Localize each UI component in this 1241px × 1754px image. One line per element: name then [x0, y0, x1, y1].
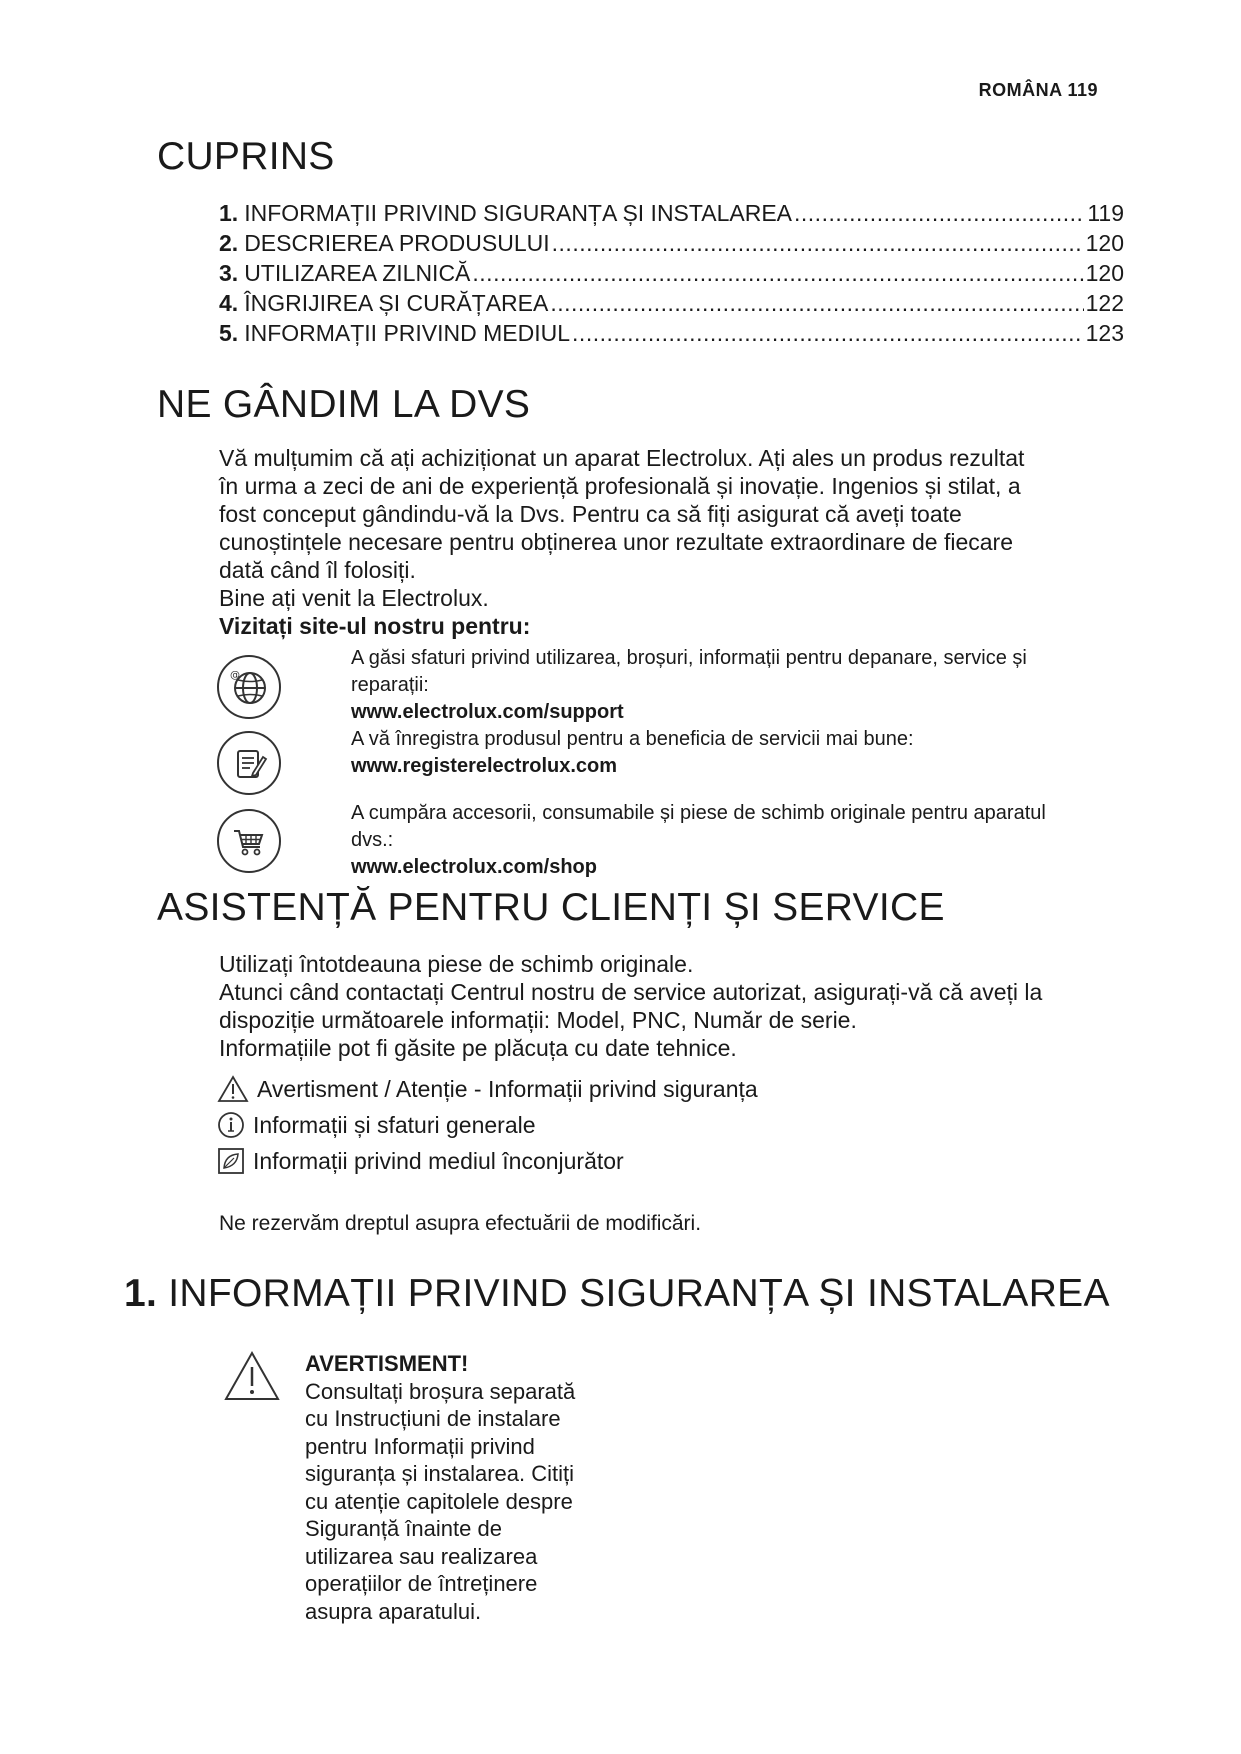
warning-line: pentru Informații privind — [305, 1433, 535, 1459]
toc-entry-page: 119 — [1087, 200, 1124, 226]
toc-entry-number: 2. — [219, 230, 239, 256]
toc-entry-label: UTILIZAREA ZILNICĂ — [244, 260, 471, 286]
toc-entry-page: 120 — [1085, 260, 1124, 286]
legend-text: Informații și sfaturi generale — [253, 1111, 536, 1138]
warning-heading: AVERTISMENT! — [305, 1351, 469, 1376]
toc-entry[interactable] — [219, 230, 1124, 260]
cart-icon — [217, 809, 281, 873]
service-line: Utilizați întotdeauna piese de schimb originale. — [219, 951, 694, 977]
visit-item-text: reparații: — [351, 674, 429, 696]
toc-entry[interactable] — [219, 320, 1124, 350]
intro-line: Bine ați venit la Electrolux. — [219, 585, 489, 611]
warning-line: cu Instrucțiuni de instalare — [305, 1406, 561, 1431]
toc-entry[interactable] — [219, 290, 1124, 320]
section-1-title — [124, 1272, 1110, 1316]
toc-entry-number: 5. — [219, 320, 239, 346]
toc-entry[interactable] — [219, 200, 1124, 230]
intro-line: dată când îl folosiți. — [219, 557, 416, 583]
toc-leader-dots — [572, 320, 1084, 347]
page-header: ROMÂNA 119 — [978, 80, 1098, 100]
intro-paragraph — [219, 444, 1139, 640]
toc-entry-number: 1. — [219, 200, 239, 226]
service-line: Informațiile pot fi găsite pe plăcuța cu date tehnice. — [219, 1035, 737, 1061]
warning-line: Siguranță înainte de — [305, 1516, 502, 1541]
warning-icon — [223, 1350, 281, 1407]
warning-box — [305, 1350, 635, 1625]
visit-item-text: dvs.: — [351, 829, 394, 851]
register-icon — [217, 731, 281, 795]
warning-line: operațiilor de întreținere — [305, 1571, 538, 1596]
legend-warning — [217, 1071, 758, 1107]
section-title-service: ASISTENȚĂ PENTRU CLIENȚI ȘI SERVICE — [157, 886, 945, 929]
service-line: Atunci când contactați Centrul nostru de service autorizat, asigurați-vă că aveți la — [219, 979, 1043, 1005]
toc-entry-page: 120 — [1085, 230, 1124, 256]
section-title-text: INFORMAȚII PRIVIND SIGURANȚA ȘI INSTALAREA — [168, 1272, 1110, 1315]
warning-icon — [217, 1075, 249, 1103]
toc-entry-number: 4. — [219, 290, 239, 316]
symbol-legend — [217, 1071, 758, 1179]
toc-entry-number: 3. — [219, 260, 239, 286]
toc-leader-dots — [550, 290, 1083, 317]
intro-line: Vă mulțumim că ați achiziționat un aparat Electrolux. Ați ales un produs rezultat — [219, 445, 1025, 471]
warning-line: asupra aparatului. — [305, 1598, 482, 1624]
intro-line: în urma a zeci de ani de experiență profesională și inovație. Ingenios și stilat, a — [219, 473, 1021, 499]
warning-line: siguranța și instalarea. Citiți — [305, 1461, 575, 1486]
globe-icon — [217, 655, 281, 719]
legend-info — [217, 1107, 758, 1143]
toc-entry-page: 122 — [1085, 290, 1124, 316]
toc-entry[interactable] — [219, 260, 1124, 290]
toc-entry-label: INFORMAȚII PRIVIND MEDIUL — [244, 320, 571, 346]
visit-item-text: A găsi sfaturi privind utilizarea, broșuri, informații pentru depanare, service și — [351, 647, 1027, 669]
toc-entry-label: DESCRIEREA PRODUSULUI — [244, 230, 550, 256]
warning-line: utilizarea sau realizarea — [305, 1543, 538, 1569]
section-title-thinking: NE GÂNDIM LA DVS — [157, 383, 531, 426]
disclaimer-note: Ne rezervăm dreptul asupra efectuării de modificări. — [219, 1212, 702, 1235]
section-number: 1. — [124, 1272, 158, 1315]
register-link[interactable]: www.registerelectrolux.com — [351, 755, 618, 777]
intro-line: cunoștințele necesare pentru obținerea unor rezultate extraordinare de fiecare — [219, 529, 1013, 555]
toc-leader-dots — [794, 200, 1085, 227]
visit-item-text: A vă înregistra produsul pentru a beneficia de servicii mai bune: — [351, 728, 914, 750]
visit-heading: Vizitați site-ul nostru pentru: — [219, 613, 531, 639]
warning-line: Consultați broșura separată — [305, 1378, 576, 1404]
shop-link[interactable]: www.electrolux.com/shop — [351, 856, 597, 878]
service-paragraph — [219, 950, 1139, 1062]
table-of-contents — [219, 200, 1124, 350]
toc-entry-label: ÎNGRIJIREA ȘI CURĂȚAREA — [244, 290, 549, 316]
service-line: dispoziție următoarele informații: Model, PNC, Număr de serie. — [219, 1007, 857, 1033]
toc-leader-dots — [472, 260, 1083, 287]
toc-entry-page: 123 — [1085, 320, 1124, 346]
legend-text: Avertisment / Atenție - Informații privind siguranța — [257, 1075, 758, 1102]
leaf-icon — [217, 1147, 245, 1175]
legend-text: Informații privind mediul înconjurător — [253, 1147, 624, 1174]
toc-leader-dots — [552, 230, 1084, 257]
intro-line: fost conceput gândindu-vă la Dvs. Pentru ca să fiți asigurat că aveți toate — [219, 501, 962, 527]
toc-title: CUPRINS — [157, 135, 335, 178]
svg-text:@: @ — [230, 670, 240, 681]
visit-item-support — [351, 645, 1141, 780]
visit-item-shop — [351, 800, 1141, 881]
info-icon — [217, 1111, 245, 1139]
legend-environment — [217, 1143, 758, 1179]
toc-entry-label: INFORMAȚII PRIVIND SIGURANȚA ȘI INSTALAREA — [244, 200, 793, 226]
warning-line: cu atenție capitolele despre — [305, 1488, 573, 1514]
support-link[interactable]: www.electrolux.com/support — [351, 701, 624, 723]
visit-item-text: A cumpăra accesorii, consumabile și piese de schimb originale pentru aparatul — [351, 802, 1046, 824]
